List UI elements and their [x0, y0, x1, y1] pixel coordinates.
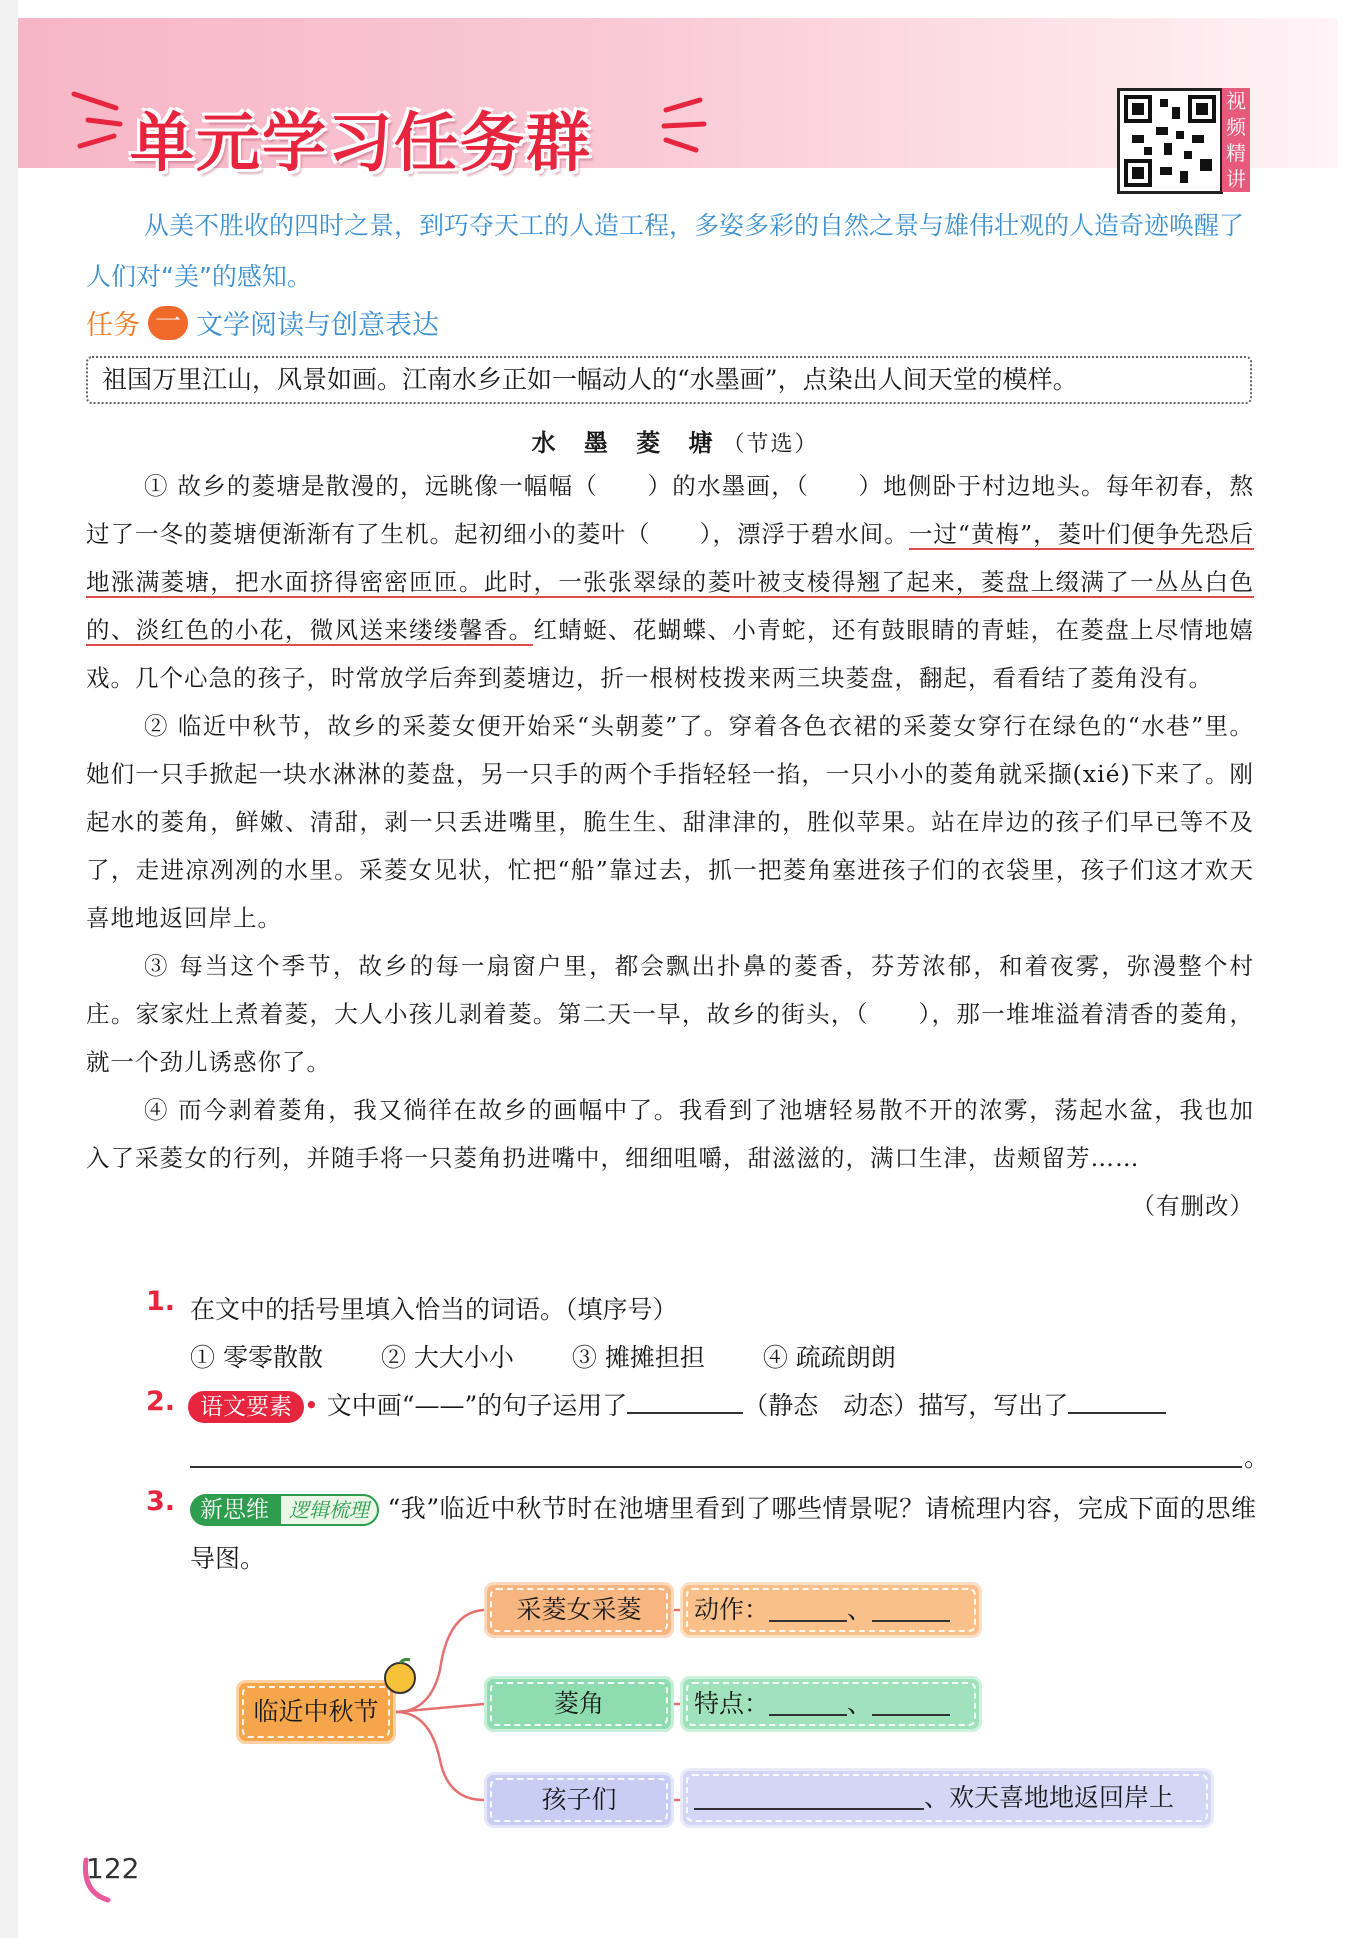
paragraph-3: ③ 每当这个季节，故乡的每一扇窗户里，都会飘出扑鼻的菱香，芬芳浓郁，和着夜雾，弥漫整个村庄。家家灶上煮着菱，大人小孩儿剥着菱。第二天一早，故乡的街头，（ ），那一堆堆溢着清香的菱角，就一个劲儿诱惑你了。	[86, 952, 1254, 1076]
task-prefix: 任务	[86, 310, 140, 341]
boxed-intro: 祖国万里江山，风景如画。江南水乡正如一幅动人的“水墨画”，点染出人间天堂的模样。	[86, 356, 1252, 404]
article-title-main: 水 墨 菱 塘	[531, 428, 723, 457]
detail-2-prefix: 特点：	[694, 1689, 770, 1718]
mindmap-detail-1	[680, 1582, 982, 1638]
language-element-badge: 语文要素	[188, 1391, 304, 1423]
page-number: 122	[86, 1852, 140, 1885]
underlined-sentence: 一过“黄梅”，菱叶们便争先恐后地涨满菱塘，把水面挤得密密匝匝。此时，一张张翠绿的菱叶被支棱得翘了起来，菱盘上缀满了一丛丛白色的、淡红色的小花，微风送来缕缕馨香。	[86, 520, 1255, 644]
question-2-line: 语文要素 • 文中画“——”的句子运用了 （静态 动态）描写，写出了	[188, 1386, 1258, 1423]
task-title: 文学阅读与创意表达	[196, 310, 439, 341]
logic-sorting-badge: 逻辑梳理	[279, 1494, 379, 1526]
question-2-number: 2.	[146, 1386, 176, 1417]
mindmap-detail-3	[680, 1768, 1214, 1828]
detail-3-suffix: 、欢天喜地地返回岸上	[924, 1783, 1175, 1812]
question-3-number: 3.	[146, 1486, 176, 1517]
question-1-text: 在文中的括号里填入恰当的词语。（填序号）	[190, 1295, 678, 1324]
paragraph-1-start: ① 故乡的菱塘是散漫的，远眺像一幅幅（ ）的水墨画，（ ）地侧卧于村边地头。每年初春，熬过了一冬的菱塘便渐渐有了生机。起初细小的菱叶（ ），漂浮于碧水间。	[86, 472, 1254, 548]
option-2: ② 大大小小	[380, 1343, 514, 1372]
paragraph-2: ② 临近中秋节，故乡的采菱女便开始采“头朝菱”了。穿着各色衣裙的采菱女穿行在绿色的“水巷”里。她们一只手掀起一块水淋淋的菱盘，另一只手的两个手指轻轻一掐，一只小小的菱角就采撷(xié)下来了。刚起水的菱角，鲜嫩、清甜，剥一只丢进嘴里，脆生生、甜津津的，胜似苹果。站在岸边的孩子们早已等不及了，走进凉冽冽的水里。采菱女见状，忙把“船”靠过去，抓一把菱角塞进孩子们的衣袋里，孩子们这才欢天喜地地返回岸上。	[86, 712, 1254, 932]
branch-3-label: 孩子们	[541, 1785, 617, 1814]
question-1-number: 1.	[146, 1286, 176, 1317]
intro-text: 从美不胜收的四时之景，到巧夺天工的人造工程，多姿多彩的自然之景与雄伟壮观的人造奇迹唤醒了人们对“美”的感知。	[86, 211, 1245, 291]
detail-1-prefix: 动作：	[694, 1595, 770, 1624]
mindmap-root	[236, 1680, 396, 1744]
paragraph-1-end: 红蜻蜓、花蝴蝶、小青蛇，还有鼓眼睛的青蛙，在菱盘上尽情地嬉戏。几个心急的孩子，时常放学后奔到菱塘边，折一根树枝拨来两三块菱盘，翻起，看看结了菱角没有。	[86, 616, 1255, 692]
question-3-prompt: “我”临近中秋节时在池塘里看到了哪些情景呢？请梳理内容，完成下面的思维导图。	[190, 1494, 1256, 1573]
branch-2-label: 菱角	[553, 1689, 604, 1718]
orange-fruit-icon	[380, 1656, 420, 1696]
mindmap-branch-3	[484, 1772, 674, 1828]
new-thinking-badge: 新思维	[190, 1494, 279, 1526]
mindmap-branch-2	[484, 1676, 674, 1732]
question-2-text-b: （静态 动态）描写，写出了	[743, 1391, 1069, 1420]
branch-1-label: 采菱女采菱	[516, 1595, 642, 1624]
paragraph-4: ④ 而今剥着菱角，我又徜徉在故乡的画幅中了。我看到了池塘轻易散不开的浓雾，荡起水盆，我也加入了采菱女的行列，并随手将一只菱角扔进嘴中，细细咀嚼，甜滋滋的，满口生津，齿颊留芳……	[86, 1096, 1254, 1172]
answer-blank[interactable]	[694, 1780, 924, 1810]
mindmap-root-label: 临近中秋节	[253, 1697, 379, 1726]
attribution: （有删改）	[1131, 1192, 1254, 1220]
detail-sep: 、	[847, 1595, 873, 1624]
question-2-end: 。	[1244, 1443, 1270, 1472]
article-subtitle: （节选）	[722, 432, 819, 457]
mindmap-branch-1	[484, 1582, 674, 1638]
detail-sep: 、	[847, 1689, 873, 1718]
unit-title: 单元学习任务群	[130, 107, 592, 181]
mindmap-detail-2	[680, 1676, 982, 1732]
task-number-badge: 一	[148, 306, 188, 340]
qr-label: 视频精讲	[1222, 88, 1250, 192]
option-3: ③ 摊摊担担	[571, 1343, 705, 1372]
option-1: ① 零零散散	[190, 1343, 323, 1372]
question-2-text-a: 文中画“——”的句子运用了	[326, 1391, 628, 1420]
option-4: ④ 疏疏朗朗	[762, 1343, 896, 1372]
